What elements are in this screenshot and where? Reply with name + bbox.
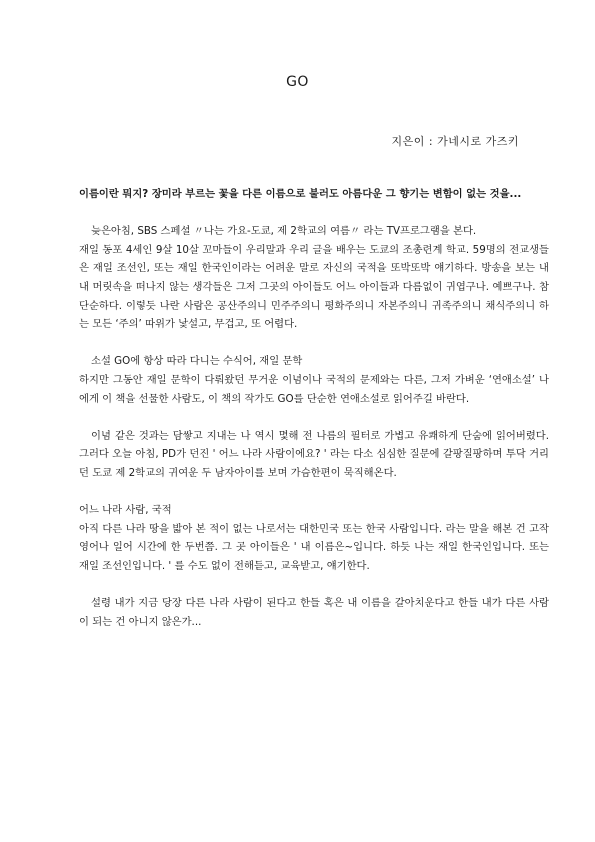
paragraph-3: 재일 동포 4세인 9살 10살 꼬마들이 우리말과 우리 글을 배우는 도쿄의 조총련계 학교. 59명의 전교생들은 재일 조선인, 또는 재일 한국인이라는 어려운 말로 자신의 국적을 또박또박 얘기하다. 방송을 보는 내내 머릿속을 떠나지 않는 생각들은 그저 그곳의 아이들도 어느 아이들과 다름없이 귀엽구나. 예쁘구나. 참 단순하다. 이렇듯 나란 사람은 공산주의니 민주주의니 평화주의니 자본주의니 귀족주의니 채식주의니 하는 모든 ‘주의’ 따위가 낯설고, 무겁고, 또 어렵다. — [79, 243, 549, 331]
paragraph-6: 이념 같은 것과는 담쌓고 지내는 나 역시 몇해 전 나름의 필터로 가볍고 유쾌하게 단숨에 읽어버렸다. 그러다 오늘 아침, PD가 던진 ' 어느 나라 사람이에요? ' 라는 다소 심심한 질문에 갈팡질팡하며 투닥 거리던 도쿄 제 2학교의 귀여운 두 남자아이를 보며 가슴한편이 묵직해온다. — [79, 429, 549, 479]
paragraph-7: 어느 나라 사람, 국적 — [79, 504, 172, 517]
paragraph-2: 늦은아침, SBS 스페셜 〃나는 가요-도쿄, 제 2학교의 여름〃 라는 TV프로그램을 본다. — [91, 225, 477, 238]
paragraph-9: 설령 내가 지금 당장 다른 나라 사람이 된다고 한들 혹은 내 이름을 갈아치운다고 한들 내가 다른 사람이 되는 건 아니지 않은가... — [79, 597, 549, 628]
paragraph-4: 소설 GO에 항상 따라 다니는 수식어, 재일 문학 — [91, 355, 303, 368]
paragraph-5: 하지만 그동안 재일 문학이 다뤄왔던 무거운 이념이나 국적의 문제와는 다른, 그저 가벼운 ‘연애소설’ 나에게 이 책을 선물한 사람도, 이 책의 작가도 GO를 단순한 연애소설로 읽어주길 바란다. — [79, 373, 549, 405]
paragraph-8: 아직 다른 나라 땅을 밟아 본 적이 없는 나로서는 대한민국 또는 한국 사람입니다. 라는 말을 해본 건 고작 영어나 일어 시간에 한 두번쯤. 그 곳 아이들은 ' 내 이름은~입니다. 하듯 나는 재일 한국인입니다. 또는 재일 조선인입니다. ' 를 수도 없이 전해듣고, 교육받고, 얘기한다. — [79, 522, 549, 572]
document-title: GO — [286, 74, 309, 90]
paragraph-1: 이름이란 뭐지? 장미라 부르는 꽃을 다른 이름으로 불러도 아름다운 그 향기는 변함이 없는 것을... — [79, 188, 522, 200]
document-body — [79, 185, 549, 650]
document-author: 지은이 : 가네시로 가즈키 — [391, 135, 519, 148]
